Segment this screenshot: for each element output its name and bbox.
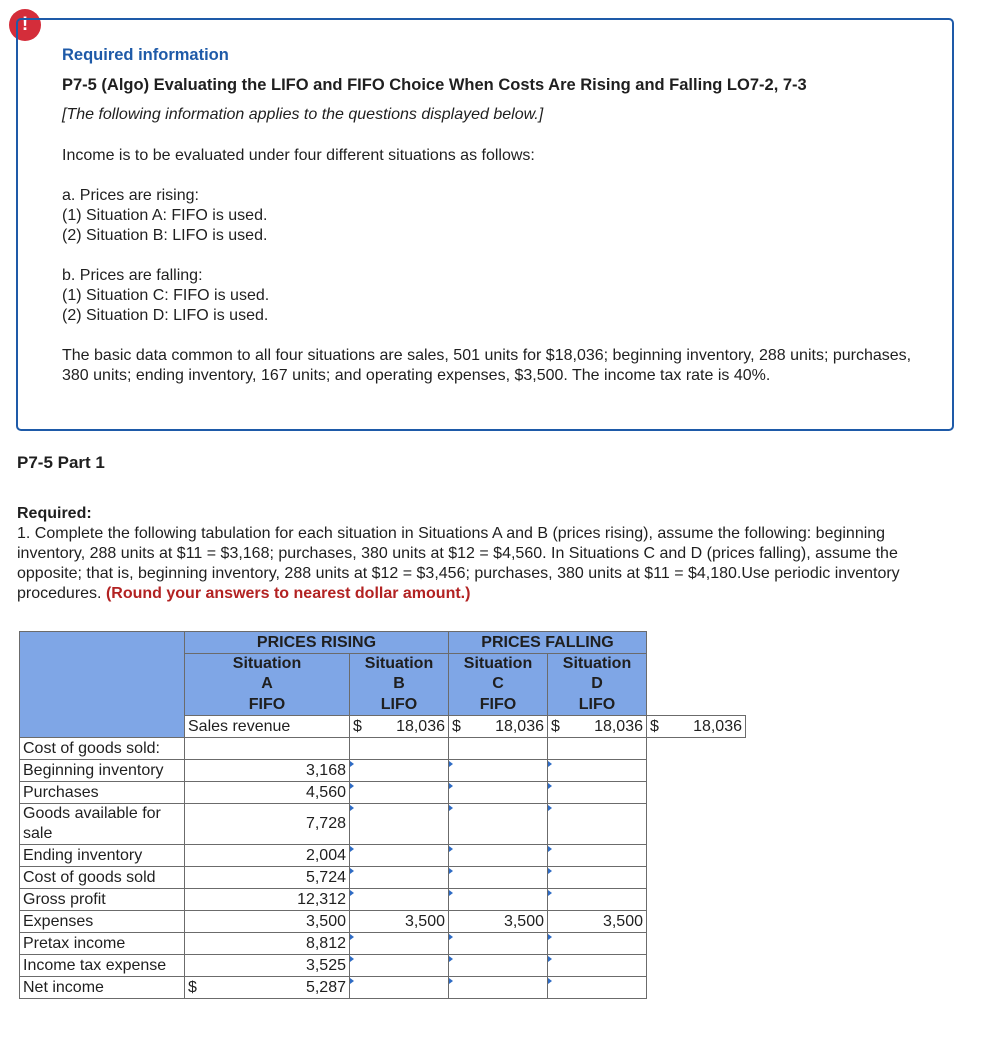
method-a: FIFO [185,694,350,716]
goods-available-c-input[interactable] [449,804,548,845]
intro-text: Income is to be evaluated under four different situations as follows: [62,147,535,164]
method-d: LIFO [548,694,647,716]
gross-profit-d-input[interactable] [548,889,647,911]
goods-available-b-input[interactable] [350,804,449,845]
list-item: (2) Situation D: LIFO is used. [62,307,269,324]
purchases-b-input[interactable] [350,782,449,804]
situation-b-header: Situation B [350,654,449,695]
basic-data-text: The basic data common to all four situations are sales, 501 units for $18,036; beginning inventory, 288 units; purchases, 380 units; ending inventory, 167 units; and operating expenses, $3,500. The income tax rate is 40%. [62,347,912,384]
table-row [20,911,746,933]
cogs-d-input[interactable] [548,867,647,889]
pretax-income-a: 8,812 [185,933,350,955]
ending-inventory-d-input[interactable] [548,845,647,867]
table-row [20,804,746,845]
table-row [20,738,746,760]
expenses-d: 3,500 [548,911,647,933]
pretax-income-d-input[interactable] [548,933,647,955]
income-tax-a: 3,525 [185,955,350,977]
part-title: P7-5 Part 1 [17,453,105,472]
row-label: Gross profit [20,889,185,911]
income-tax-b-input[interactable] [350,955,449,977]
sales-b: $ 18,036 [449,716,548,738]
situation-c-header: Situation C [449,654,548,695]
prices-rising-header: PRICES RISING [185,632,449,654]
applies-note: [The following information applies to the questions displayed below.] [62,106,544,123]
ending-inventory-a: 2,004 [185,845,350,867]
pretax-income-b-input[interactable] [350,933,449,955]
row-label: Expenses [20,911,185,933]
row-label: Sales revenue [185,716,350,738]
expenses-b: 3,500 [350,911,449,933]
beginning-inventory-b-input[interactable] [350,760,449,782]
situation-d-header: Situation D [548,654,647,695]
required-instructions [17,524,917,604]
beginning-inventory-d-input[interactable] [548,760,647,782]
row-label: Beginning inventory [20,760,185,782]
table-row [20,955,746,977]
net-income-c-input[interactable] [449,977,548,999]
method-c: FIFO [449,694,548,716]
table-row [20,977,746,999]
empty-cell [185,738,350,760]
income-tax-d-input[interactable] [548,955,647,977]
table-row [20,867,746,889]
table-row [20,889,746,911]
row-label: Purchases [20,782,185,804]
gross-profit-a: 12,312 [185,889,350,911]
ending-inventory-c-input[interactable] [449,845,548,867]
table-row [20,845,746,867]
header-blank [20,632,185,738]
purchases-a: 4,560 [185,782,350,804]
alert-icon: ! [9,9,41,41]
net-income-b-input[interactable] [350,977,449,999]
beginning-inventory-c-input[interactable] [449,760,548,782]
list-item: b. Prices are falling: [62,267,203,284]
situation-a-header: Situation A [185,654,350,695]
expenses-a: 3,500 [185,911,350,933]
table-row [20,760,746,782]
tabulation-table [19,631,746,999]
row-label: Cost of goods sold: [20,738,185,760]
beginning-inventory-a: 3,168 [185,760,350,782]
list-item: a. Prices are rising: [62,187,199,204]
required-label: Required: [17,505,92,522]
row-label: Pretax income [20,933,185,955]
round-note: (Round your answers to nearest dollar amount.) [105,585,471,602]
cogs-b-input[interactable] [350,867,449,889]
problem-title: P7-5 (Algo) Evaluating the LIFO and FIFO Choice When Costs Are Rising and Falling LO7-2, 7-3 [62,76,807,94]
sales-c: $ 18,036 [548,716,647,738]
situation-list-falling [62,266,269,326]
required-text: 1. Complete the following tabulation for each situation in Situations A and B (prices rising), assume the following: beginning inventory, 288 units at $11 = $3,168; purchases, 380 units at $12 = $4,560. In Situations C and D (prices falling), assume the opposite; that is, beginning inventory, 288 units at $12 = $3,456; purchases, 380 units at $11 = $4,180.Use periodic inventory procedures. [17,525,900,602]
row-label: Cost of goods sold [20,867,185,889]
gross-profit-b-input[interactable] [350,889,449,911]
sales-a: $ 18,036 [350,716,449,738]
net-income-a: $ 5,287 [185,977,350,999]
sales-d: $ 18,036 [647,716,746,738]
table-row [20,782,746,804]
goods-available-d-input[interactable] [548,804,647,845]
empty-cell [449,738,548,760]
row-label: Income tax expense [20,955,185,977]
list-item: (2) Situation B: LIFO is used. [62,227,268,244]
required-information-panel [16,18,954,431]
gross-profit-c-input[interactable] [449,889,548,911]
prices-falling-header: PRICES FALLING [449,632,647,654]
purchases-c-input[interactable] [449,782,548,804]
row-label: Net income [20,977,185,999]
ending-inventory-b-input[interactable] [350,845,449,867]
list-item: (1) Situation A: FIFO is used. [62,207,268,224]
method-b: LIFO [350,694,449,716]
row-label: Goods available for sale [20,804,185,845]
net-income-d-input[interactable] [548,977,647,999]
table-row [20,933,746,955]
cogs-a: 5,724 [185,867,350,889]
table-header-row [20,632,746,654]
empty-cell [350,738,449,760]
situation-list-rising [62,186,267,246]
expenses-c: 3,500 [449,911,548,933]
pretax-income-c-input[interactable] [449,933,548,955]
goods-available-a: 7,728 [185,804,350,845]
income-tax-c-input[interactable] [449,955,548,977]
purchases-d-input[interactable] [548,782,647,804]
empty-cell [548,738,647,760]
row-label: Ending inventory [20,845,185,867]
required-information-heading: Required information [62,46,229,64]
list-item: (1) Situation C: FIFO is used. [62,287,270,304]
cogs-c-input[interactable] [449,867,548,889]
